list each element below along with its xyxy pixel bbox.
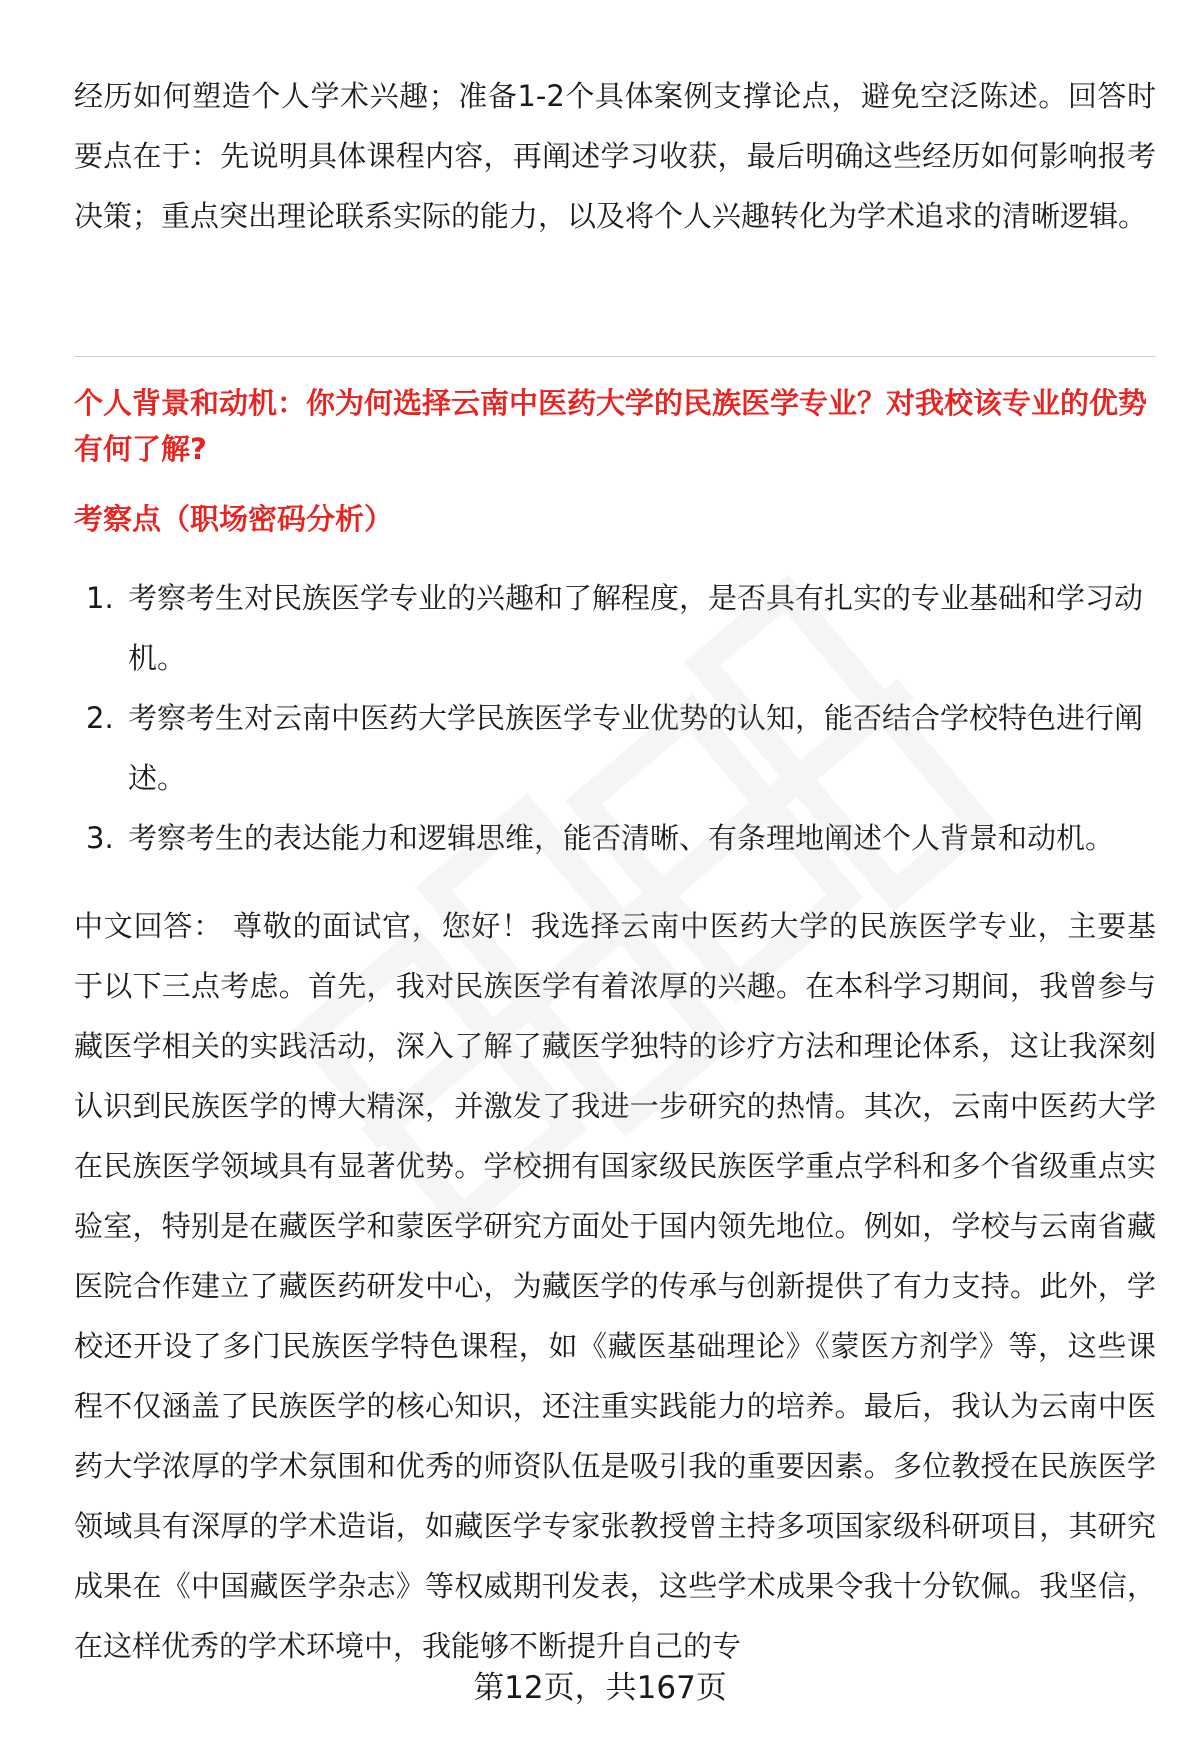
list-item-number: 1. — [86, 581, 114, 615]
list-item-number: 3. — [86, 821, 114, 855]
list-item-text: 考察考生对云南中医药大学民族医学专业优势的认知，能否结合学校特色进行阐述。 — [128, 701, 1144, 795]
list-item — [74, 808, 1156, 868]
assessment-subheading: 考察点（职场密码分析） — [74, 502, 394, 536]
question-heading: 个人背景和动机：你为何选择云南中医药大学的民族医学专业？对我校该专业的优势有何了解? — [74, 386, 1148, 466]
list-item-text: 考察考生的表达能力和逻辑思维，能否清晰、有条理地阐述个人背景和动机。 — [128, 821, 1115, 855]
section-divider — [74, 356, 1156, 357]
intro-paragraph: 经历如何塑造个人学术兴趣；准备1-2个具体案例支撑论点，避免空泛陈述。回答时要点在于：先说明具体课程内容，再阐述学习收获，最后明确这些经历如何影响报考决策；重点突出理论联系实际的能力，以及将个人兴趣转化为学术追求的清晰逻辑。 — [74, 79, 1156, 233]
answer-paragraph: 中文回答： 尊敬的面试官，您好！我选择云南中医药大学的民族医学专业，主要基于以下三点考虑。首先，我对民族医学有着浓厚的兴趣。在本科学习期间，我曾参与藏医学相关的实践活动，深入了解了藏医学独特的诊疗方法和理论体系，这让我深刻认识到民族医学的博大精深，并激发了我进一步研究的热情。其次，云南中医药大学在民族医学领域具有显著优势。学校拥有国家级民族医学重点学科和多个省级重点实验室，特别是在藏医学和蒙医学研究方面处于国内领先地位。例如，学校与云南省藏医院合作建立了藏医药研发中心，为藏医学的传承与创新提供了有力支持。此外，学校还开设了多门民族医学特色课程，如《藏医基础理论》《蒙医方剂学》等，这些课程不仅涵盖了民族医学的核心知识，还注重实践能力的培养。最后，我认为云南中医药大学浓厚的学术氛围和优秀的师资队伍是吸引我的重要因素。多位教授在民族医学领域具有深厚的学术造诣，如藏医学专家张教授曾主持多项国家级科研项目，其研究成果在《中国藏医学杂志》等权威期刊发表，这些学术成果令我十分钦佩。我坚信，在这样优秀的学术环境中，我能够不断提升自己的专 — [74, 909, 1156, 1663]
page-footer: 第12页，共167页 — [473, 1670, 727, 1706]
list-item — [74, 688, 1156, 808]
list-item-text: 考察考生对民族医学专业的兴趣和了解程度，是否具有扎实的专业基础和学习动机。 — [128, 581, 1144, 675]
assessment-points-list — [74, 568, 1156, 868]
list-item — [74, 568, 1156, 688]
list-item-number: 2. — [86, 701, 114, 735]
